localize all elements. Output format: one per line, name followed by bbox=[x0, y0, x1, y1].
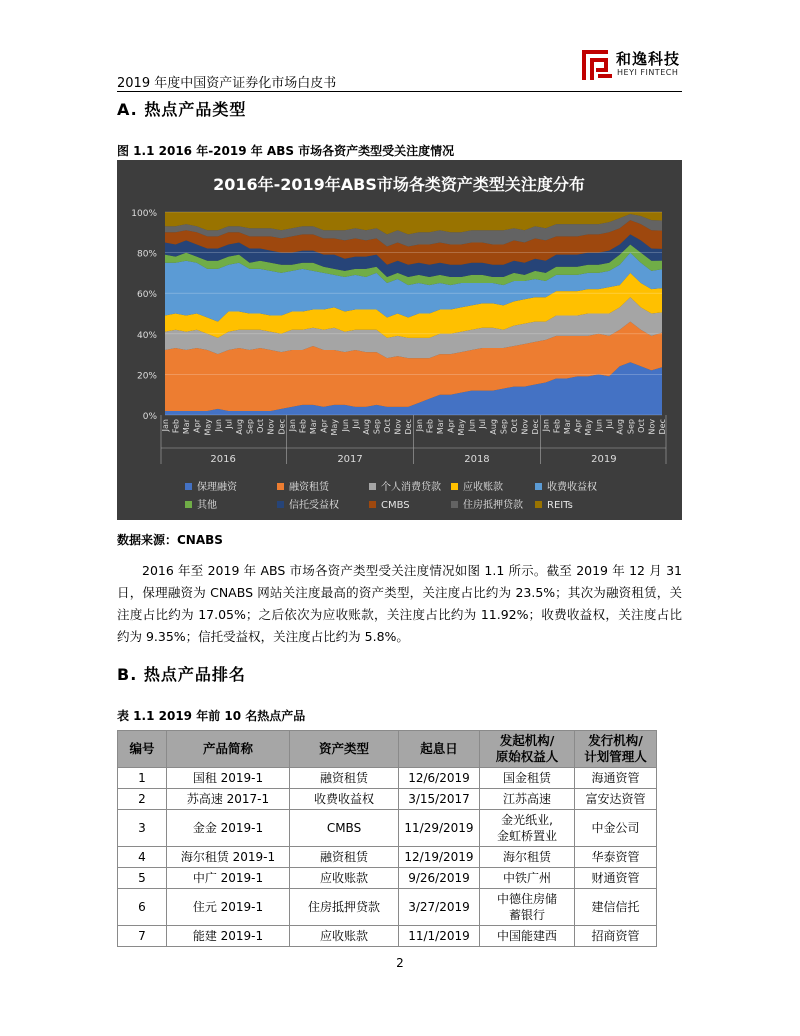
table-cell: 3/15/2017 bbox=[399, 789, 480, 810]
table-cell: 中国能建西 bbox=[480, 926, 575, 947]
x-tick-label: Jan bbox=[287, 419, 297, 432]
legend-label: 收费收益权 bbox=[547, 482, 597, 493]
table-row bbox=[118, 768, 657, 789]
x-tick-label: Sep bbox=[245, 419, 255, 435]
x-tick-label: Dec bbox=[531, 419, 541, 435]
table-cell: 中金公司 bbox=[575, 810, 657, 847]
x-tick-label: Nov bbox=[520, 419, 530, 435]
table-cell: 3 bbox=[118, 810, 167, 847]
x-tick-label: Mar bbox=[435, 419, 445, 435]
table-cell: CMBS bbox=[290, 810, 399, 847]
table-row bbox=[118, 810, 657, 847]
y-tick-label: 0% bbox=[142, 412, 157, 422]
year-label: 2019 bbox=[591, 454, 617, 465]
legend-label: 住房抵押贷款 bbox=[463, 500, 523, 511]
y-tick-label: 20% bbox=[136, 371, 157, 382]
table-cell: 12/6/2019 bbox=[399, 768, 480, 789]
table-cell: 华泰资管 bbox=[575, 847, 657, 868]
table-cell: 7 bbox=[118, 926, 167, 947]
y-tick-label: 60% bbox=[136, 290, 157, 301]
table-row bbox=[118, 868, 657, 889]
legend-label: 保理融资 bbox=[197, 482, 237, 493]
year-label: 2018 bbox=[464, 454, 490, 465]
table-cell: 中广 2019-1 bbox=[167, 868, 290, 889]
header-cell: 资产类型 bbox=[290, 731, 399, 768]
header-title: 2019 年度中国资产证券化市场白皮书 bbox=[117, 76, 337, 91]
table-header-row bbox=[118, 731, 657, 768]
table-cell: 6 bbox=[118, 889, 167, 926]
legend-swatch bbox=[451, 501, 458, 508]
x-tick-label: Oct bbox=[509, 419, 519, 433]
legend-label: REITs bbox=[547, 500, 573, 511]
legend-swatch bbox=[185, 501, 192, 508]
x-tick-label: Mar bbox=[309, 419, 319, 435]
legend-swatch bbox=[277, 501, 284, 508]
table-cell: 中德住房储 蓄银行 bbox=[480, 889, 575, 926]
legend-swatch bbox=[451, 483, 458, 490]
x-tick-label: Mar bbox=[562, 419, 572, 435]
table-cell: 招商资管 bbox=[575, 926, 657, 947]
legend-label: CMBS bbox=[381, 500, 410, 511]
x-tick-label: Jul bbox=[351, 419, 361, 429]
table-cell: 4 bbox=[118, 847, 167, 868]
x-tick-label: Feb bbox=[298, 419, 308, 434]
x-tick-label: Nov bbox=[393, 419, 403, 435]
table-caption: 表 1.1 2019 年前 10 名热点产品 bbox=[117, 709, 306, 723]
logo-mark-icon bbox=[582, 48, 612, 80]
logo-english-text: HEYI FINTECH bbox=[617, 68, 679, 77]
y-tick-label: 40% bbox=[136, 330, 157, 341]
table-cell: 11/1/2019 bbox=[399, 926, 480, 947]
x-tick-label: Sep bbox=[499, 419, 509, 435]
legend-swatch bbox=[277, 483, 284, 490]
table-cell: 海尔租赁 2019-1 bbox=[167, 847, 290, 868]
table-cell: 3/27/2019 bbox=[399, 889, 480, 926]
header-cell: 发起机构/ 原始权益人 bbox=[480, 731, 575, 768]
legend-label: 个人消费贷款 bbox=[381, 482, 441, 493]
section-a-title: A. 热点产品类型 bbox=[117, 100, 247, 119]
table-cell: 金光纸业, 金虹桥置业 bbox=[480, 810, 575, 847]
x-tick-label: May bbox=[457, 419, 467, 436]
table-cell: 收费收益权 bbox=[290, 789, 399, 810]
x-tick-label: Jun bbox=[467, 419, 477, 432]
legend-label: 应收账款 bbox=[463, 482, 503, 493]
chart-title: 2016年-2019年ABS市场各类资产类型关注度分布 bbox=[213, 175, 585, 194]
table-cell: 5 bbox=[118, 868, 167, 889]
header-rule bbox=[117, 91, 682, 92]
x-tick-label: Aug bbox=[488, 419, 498, 435]
legend-swatch bbox=[369, 483, 376, 490]
x-tick-label: Nov bbox=[647, 419, 657, 435]
table-cell: 9/26/2019 bbox=[399, 868, 480, 889]
area-chart bbox=[117, 160, 682, 520]
data-source: 数据来源：CNABS bbox=[117, 533, 223, 547]
table-row bbox=[118, 789, 657, 810]
x-tick-label: Jun bbox=[594, 419, 604, 432]
x-tick-label: Oct bbox=[256, 419, 266, 433]
section-b-title: B. 热点产品排名 bbox=[117, 665, 246, 684]
x-tick-label: Jul bbox=[478, 419, 488, 429]
table-cell: 1 bbox=[118, 768, 167, 789]
table-cell: 融资租赁 bbox=[290, 847, 399, 868]
x-tick-label: Jul bbox=[224, 419, 234, 429]
x-tick-label: Aug bbox=[615, 419, 625, 435]
x-tick-label: Feb bbox=[171, 419, 181, 434]
legend-swatch bbox=[535, 483, 542, 490]
table-cell: 2 bbox=[118, 789, 167, 810]
x-tick-label: Mar bbox=[182, 419, 192, 435]
table-cell: 国金租赁 bbox=[480, 768, 575, 789]
table-cell: 富安达资管 bbox=[575, 789, 657, 810]
table-cell: 海尔租赁 bbox=[480, 847, 575, 868]
legend-swatch bbox=[369, 501, 376, 508]
x-tick-label: Apr bbox=[446, 419, 456, 433]
x-tick-label: Jun bbox=[340, 419, 350, 432]
legend-label: 融资租赁 bbox=[289, 482, 329, 493]
company-logo bbox=[582, 46, 692, 84]
page-number: 2 bbox=[396, 956, 404, 970]
year-label: 2016 bbox=[210, 454, 236, 465]
table-cell: 12/19/2019 bbox=[399, 847, 480, 868]
table-cell: 苏高速 2017-1 bbox=[167, 789, 290, 810]
x-tick-label: Aug bbox=[235, 419, 245, 435]
table-cell: 应收账款 bbox=[290, 926, 399, 947]
x-tick-label: Jan bbox=[541, 419, 551, 432]
x-tick-label: Feb bbox=[552, 419, 562, 434]
table-cell: 能建 2019-1 bbox=[167, 926, 290, 947]
x-tick-label: Dec bbox=[277, 419, 287, 435]
legend-swatch bbox=[185, 483, 192, 490]
header-cell: 发行机构/ 计划管理人 bbox=[575, 731, 657, 768]
table-row bbox=[118, 926, 657, 947]
legend-label: 其他 bbox=[197, 500, 217, 511]
table-cell: 江苏高速 bbox=[480, 789, 575, 810]
x-tick-label: Nov bbox=[266, 419, 276, 435]
table-cell: 住房抵押贷款 bbox=[290, 889, 399, 926]
table-cell: 金金 2019-1 bbox=[167, 810, 290, 847]
table-cell: 中铁广州 bbox=[480, 868, 575, 889]
header-cell: 编号 bbox=[118, 731, 167, 768]
table-cell: 国租 2019-1 bbox=[167, 768, 290, 789]
legend-label: 信托受益权 bbox=[289, 500, 339, 511]
logo-chinese-text: 和逸科技 bbox=[616, 50, 681, 68]
figure-caption: 图 1.1 2016 年-2019 年 ABS 市场各资产类型受关注度情况 bbox=[117, 144, 455, 158]
header-cell: 起息日 bbox=[399, 731, 480, 768]
x-tick-label: Jul bbox=[605, 419, 615, 429]
x-tick-label: Oct bbox=[636, 419, 646, 433]
x-tick-label: May bbox=[583, 419, 593, 436]
table-cell: 住元 2019-1 bbox=[167, 889, 290, 926]
body-paragraph: 2016 年至 2019 年 ABS 市场各资产类型受关注度情况如图 1.1 所示。截至 2019 年 12 月 31 日，保理融资为 CNABS 网站关注度最高的资产类型，关注度占比约为 23.5%；其次为融资租赁，关注度占比约为 17.05%；之后依次为应收账款，关注度占比约为 11.92%；收费收益权，关注度占比约为 9.35%；信托受益权，关注度占比约为 5.8%。 bbox=[117, 563, 682, 644]
x-tick-label: Apr bbox=[192, 419, 202, 433]
x-tick-label: Sep bbox=[372, 419, 382, 435]
x-tick-label: Jun bbox=[213, 419, 223, 432]
table-cell: 融资租赁 bbox=[290, 768, 399, 789]
x-tick-label: May bbox=[330, 419, 340, 436]
chart-svg bbox=[117, 160, 682, 520]
x-tick-label: Oct bbox=[383, 419, 393, 433]
x-tick-label: May bbox=[203, 419, 213, 436]
x-tick-label: Dec bbox=[404, 419, 414, 435]
x-tick-label: Jan bbox=[161, 419, 170, 432]
x-tick-label: Apr bbox=[573, 419, 583, 433]
x-tick-label: Dec bbox=[658, 419, 667, 435]
x-tick-label: Aug bbox=[361, 419, 371, 435]
x-tick-label: Sep bbox=[626, 419, 636, 435]
year-label: 2017 bbox=[337, 454, 363, 465]
table-row bbox=[118, 847, 657, 868]
table-cell: 财通资管 bbox=[575, 868, 657, 889]
hot-products-table bbox=[117, 730, 657, 947]
x-tick-label: Feb bbox=[425, 419, 435, 434]
table-cell: 11/29/2019 bbox=[399, 810, 480, 847]
y-tick-label: 100% bbox=[131, 209, 157, 219]
table-row bbox=[118, 889, 657, 926]
table-cell: 建信信托 bbox=[575, 889, 657, 926]
x-tick-label: Apr bbox=[319, 419, 329, 433]
table-cell: 应收账款 bbox=[290, 868, 399, 889]
y-tick-label: 80% bbox=[136, 249, 157, 260]
header-cell: 产品简称 bbox=[167, 731, 290, 768]
table-cell: 海通资管 bbox=[575, 768, 657, 789]
legend-swatch bbox=[535, 501, 542, 508]
x-tick-label: Jan bbox=[414, 419, 424, 432]
